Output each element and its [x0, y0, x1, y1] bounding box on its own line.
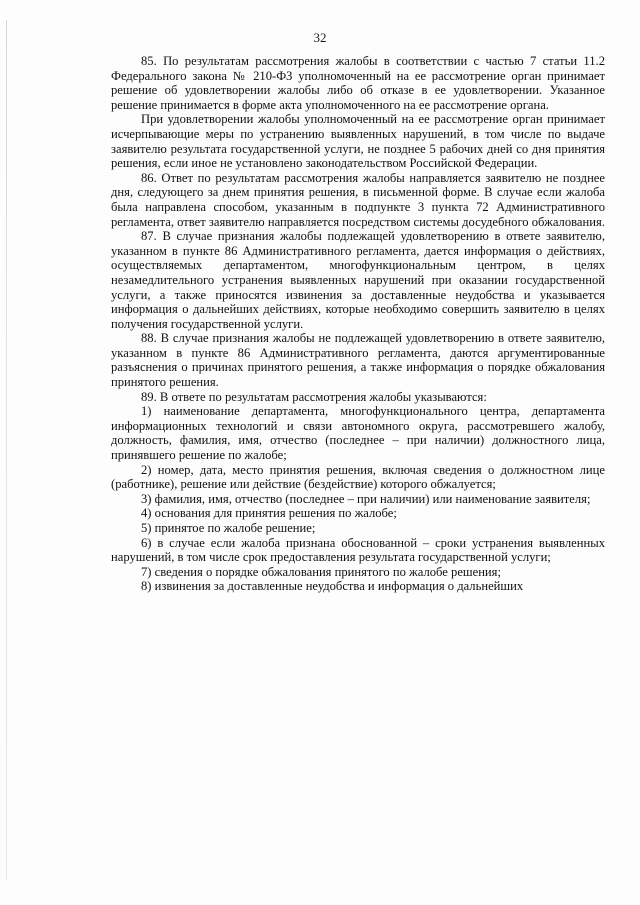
- list-item-5: 5) принятое по жалобе решение;: [141, 521, 316, 535]
- list-item-4: 4) основания для принятия решения по жалобе;: [141, 506, 397, 521]
- list-item-1: 1) наименование департамента, многофункционального центра, департамента информационных технологий и связи автономного округа, рассмотревшего жалобу, должность, фамилия, имя, отчество (последнее – при наличии) должностного лица, принявшего решение по жалобе;: [111, 404, 605, 463]
- paragraph-88: 88. В случае признания жалобы не подлежащей удовлетворению в ответе заявителю, указанном в пункте 86 Административного регламента, даются аргументированные разъяснения о причинах принятого решения, а также информация о порядке обжалования принятого решения.: [111, 331, 605, 390]
- scan-edge-shadow: [6, 20, 7, 880]
- document-body: [111, 54, 605, 594]
- list-item-3: 3) фамилия, имя, отчество (последнее – при наличии) или наименование заявителя;: [141, 491, 591, 506]
- paragraph-87: 87. В случае признания жалобы подлежащей удовлетворению в ответе заявителю, указанном в пункте 86 Административного регламента, дается информация о действиях, осуществляемых департаментом, многофункциональным центром, в целях незамедлительного устранения выявленных нарушений при оказании государственной услуги, а также приносятся извинения за доставленные неудобства и указывается информация о дальнейших действиях, которые необходимо совершить заявителю в целях получения государственной услуги.: [111, 229, 605, 331]
- list-item-7: 7) сведения о порядке обжалования принятого по жалобе решения;: [141, 564, 501, 579]
- paragraph-86: 86. Ответ по результатам рассмотрения жалобы направляется заявителю не позднее дня, следующего за днем принятия решения, в письменной форме. В случае если жалоба была направлена способом, указанным в подпункте 3 пункта 72 Административного регламента, ответ заявителю направляется посредством системы досудебного обжалования.: [111, 170, 605, 229]
- list-item-6: 6) в случае если жалоба признана обоснованной – сроки устранения выявленных нарушений, в том числе срок предоставления результата государственной услуги;: [111, 535, 605, 565]
- paragraph-89: 89. В ответе по результатам рассмотрения жалобы указываются:: [141, 389, 487, 404]
- list-item-8: 8) извинения за доставленные неудобства и информация о дальнейших: [141, 579, 524, 594]
- page-number: 32: [313, 30, 327, 45]
- list-item-2: 2) номер, дата, место принятия решения, включая сведения о должностном лице (работнике), решение или действие (бездействие) которого обжалуется;: [111, 462, 605, 492]
- paragraph-85-continued: При удовлетворении жалобы уполномоченный на ее рассмотрение орган принимает исчерпывающие меры по устранению выявленных нарушений, в том числе по выдаче заявителю результата государственной услуги, не позднее 5 рабочих дней со дня принятия решения, если иное не установлено законодательством Российской Федерации.: [111, 112, 605, 171]
- paragraph-85: 85. По результатам рассмотрения жалобы в соответствии с частью 7 статьи 11.2 Федерального закона № 210-ФЗ уполномоченный на ее рассмотрение орган принимает решение об удовлетворении жалобы либо об отказе в ее удовлетворении. Указанное решение принимается в форме акта уполномоченного на ее рассмотрение органа.: [111, 54, 605, 112]
